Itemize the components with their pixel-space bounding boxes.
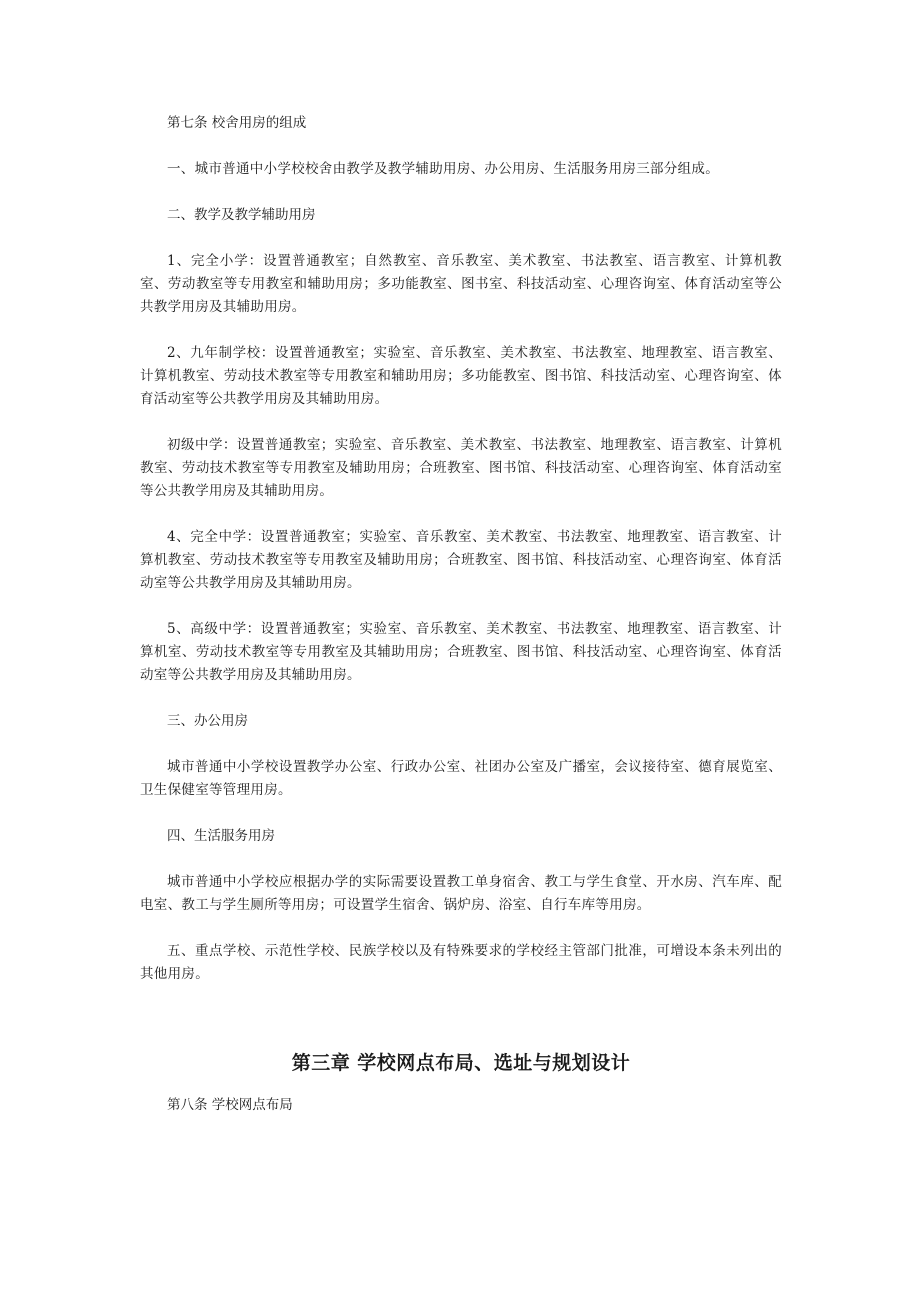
section-heading-teaching-rooms: 二、教学及教学辅助用房 bbox=[167, 207, 316, 223]
paragraph: 城市普通中小学校设置教学办公室、行政办公室、社团办公室及广播室，会议接待室、德育展览室、卫生保健室等管理用房。 bbox=[140, 759, 782, 798]
paragraph: 五、重点学校、示范性学校、民族学校以及有特殊要求的学校经主管部门批准，可增设本条未列出的其他用房。 bbox=[140, 943, 782, 982]
paragraph: 一、城市普通中小学校校舍由教学及教学辅助用房、办公用房、生活服务用房三部分组成。 bbox=[167, 161, 719, 177]
paragraph: 城市普通中小学校应根据办学的实际需要设置教工单身宿舍、教工与学生食堂、开水房、汽车库、配电室、教工与学生厕所等用房；可设置学生宿舍、锅炉房、浴室、自行车库等用房。 bbox=[140, 874, 782, 913]
paragraph: 1、完全小学：设置普通教室；自然教室、音乐教室、美术教室、书法教室、语言教室、计算机教室、劳动教室等专用教室和辅助用房；多功能教室、图书室、科技活动室、心理咨询室、体育活动室等公共教学用房及其辅助用房。 bbox=[140, 253, 782, 315]
chapter-3-title: 第三章 学校网点布局、选址与规划设计 bbox=[291, 1052, 631, 1074]
document-body bbox=[140, 112, 782, 1140]
paragraph: 初级中学：设置普通教室；实验室、音乐教室、美术教室、书法教室、地理教室、语言教室、计算机教室、劳动技术教室等专用教室及辅助用房；合班教室、图书馆、科技活动室、心理咨询室、体育活动室等公共教学用房及其辅助用房。 bbox=[140, 437, 782, 499]
article-8-title: 第八条 学校网点布局 bbox=[167, 1097, 293, 1113]
section-heading-office-rooms: 三、办公用房 bbox=[167, 713, 248, 729]
paragraph: 2、九年制学校：设置普通教室；实验室、音乐教室、美术教室、书法教室、地理教室、语言教室、计算机教室、劳动技术教室等专用教室和辅助用房；多功能教室、图书馆、科技活动室、心理咨询室、体育活动室等公共教学用房及其辅助用房。 bbox=[140, 345, 782, 407]
paragraph: 4、完全中学：设置普通教室；实验室、音乐教室、美术教室、书法教室、地理教室、语言教室、计算机教室、劳动技术教室等专用教室及辅助用房；合班教室、图书馆、科技活动室、心理咨询室、体育活动室等公共教学用房及其辅助用房。 bbox=[140, 529, 782, 591]
section-heading-service-rooms: 四、生活服务用房 bbox=[167, 828, 275, 844]
paragraph: 5、高级中学：设置普通教室；实验室、音乐教室、美术教室、书法教室、地理教室、语言教室、计算机室、劳动技术教室等专用教室及其辅助用房；合班教室、图书馆、科技活动室、心理咨询室、体育活动室等公共教学用房及其辅助用房。 bbox=[140, 621, 782, 683]
article-7-title: 第七条 校舍用房的组成 bbox=[167, 115, 307, 131]
